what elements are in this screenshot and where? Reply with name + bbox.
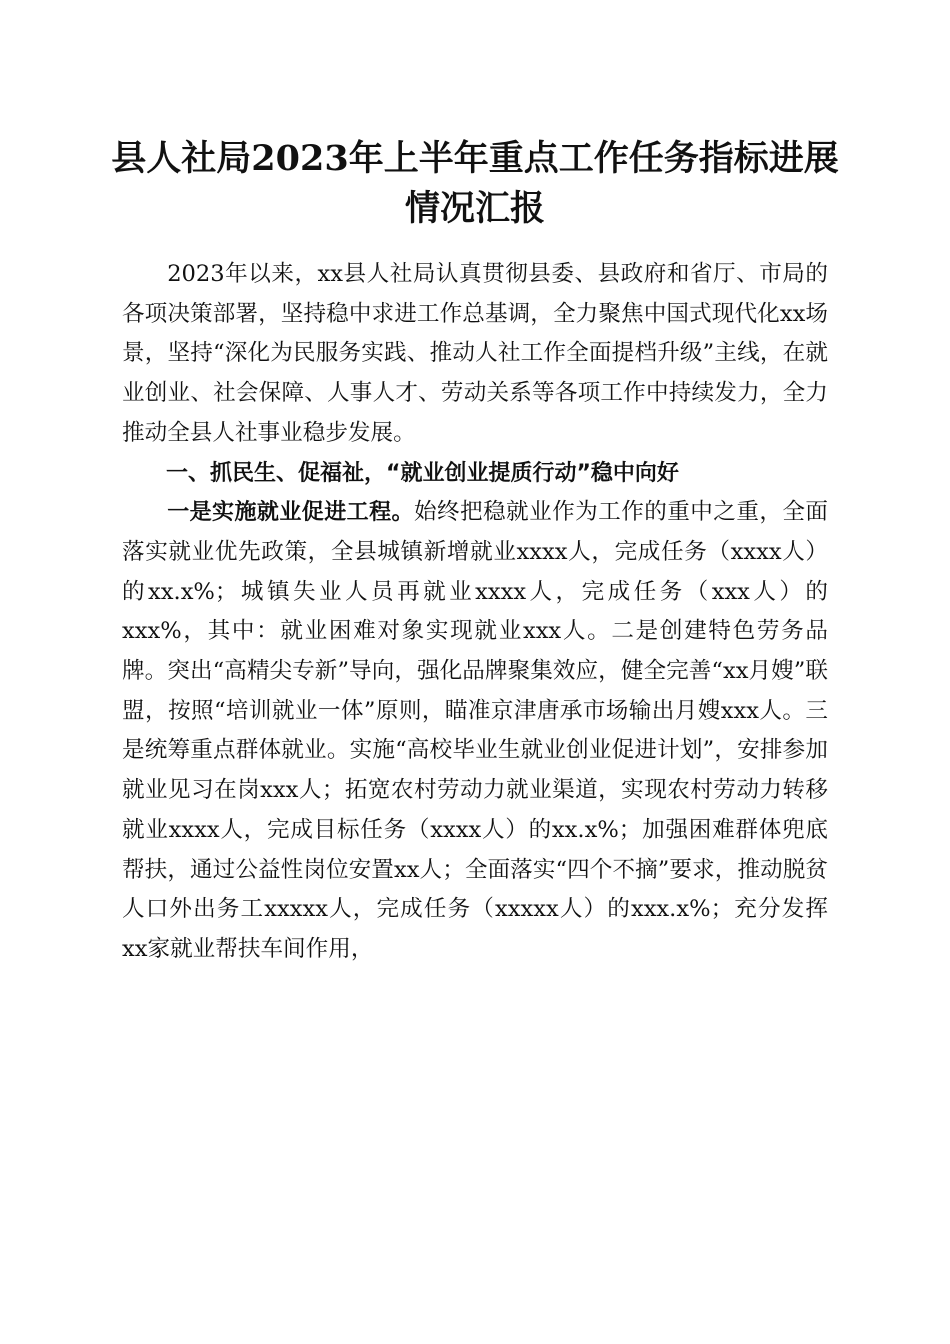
- section-paragraph: [122, 493, 828, 969]
- section-text: 始终把稳就业作为工作的重中之重，全面落实就业优先政策，全县城镇新增就业xxxx人，完成任务（xxxx人）的xx.x%；城镇失业人员再就业xxxx人，完成任务（xxx人）的xxx%，其中：就业困难对象实现就业xxx人。二是创建特色劳务品牌。突出“高精尖专新”导向，强化品牌聚集效应，健全完善“xx月嫂”联盟，按照“培训就业一体”原则，瞄准京津唐承市场输出月嫂xxx人。三是统筹重点群体就业。实施“高校毕业生就业创业促进计划”，安排参加就业见习在岗xxx人；拓宽农村劳动力就业渠道，实现农村劳动力转移就业xxxx人，完成目标任务（xxxx人）的xx.x%；加强困难群体兜底帮扶，通过公益性岗位安置xx人；全面落实“四个不摘”要求，推动脱贫人口外出务工xxxxx人，完成任务（xxxxx人）的xxx.x%；充分发挥xx家就业帮扶车间作用，: [122, 499, 828, 962]
- section-lead: 一是实施就业促进工程。: [167, 500, 414, 526]
- intro-paragraph: 2023年以来，xx县人社局认真贯彻县委、县政府和省厅、市局的各项决策部署，坚持稳中求进工作总基调，全力聚焦中国式现代化xx场景，坚持“深化为民服务实践、推动人社工作全面提档升级”主线，在就业创业、社会保障、人事人才、劳动关系等各项工作中持续发力，全力推动全县人社事业稳步发展。: [122, 261, 828, 446]
- section-heading: 一、抓民生、促福祉，“就业创业提质行动”稳中向好: [166, 460, 679, 486]
- document-title: 县人社局2023年上半年重点工作任务指标进展情况汇报: [111, 138, 839, 229]
- document-body: [122, 255, 828, 970]
